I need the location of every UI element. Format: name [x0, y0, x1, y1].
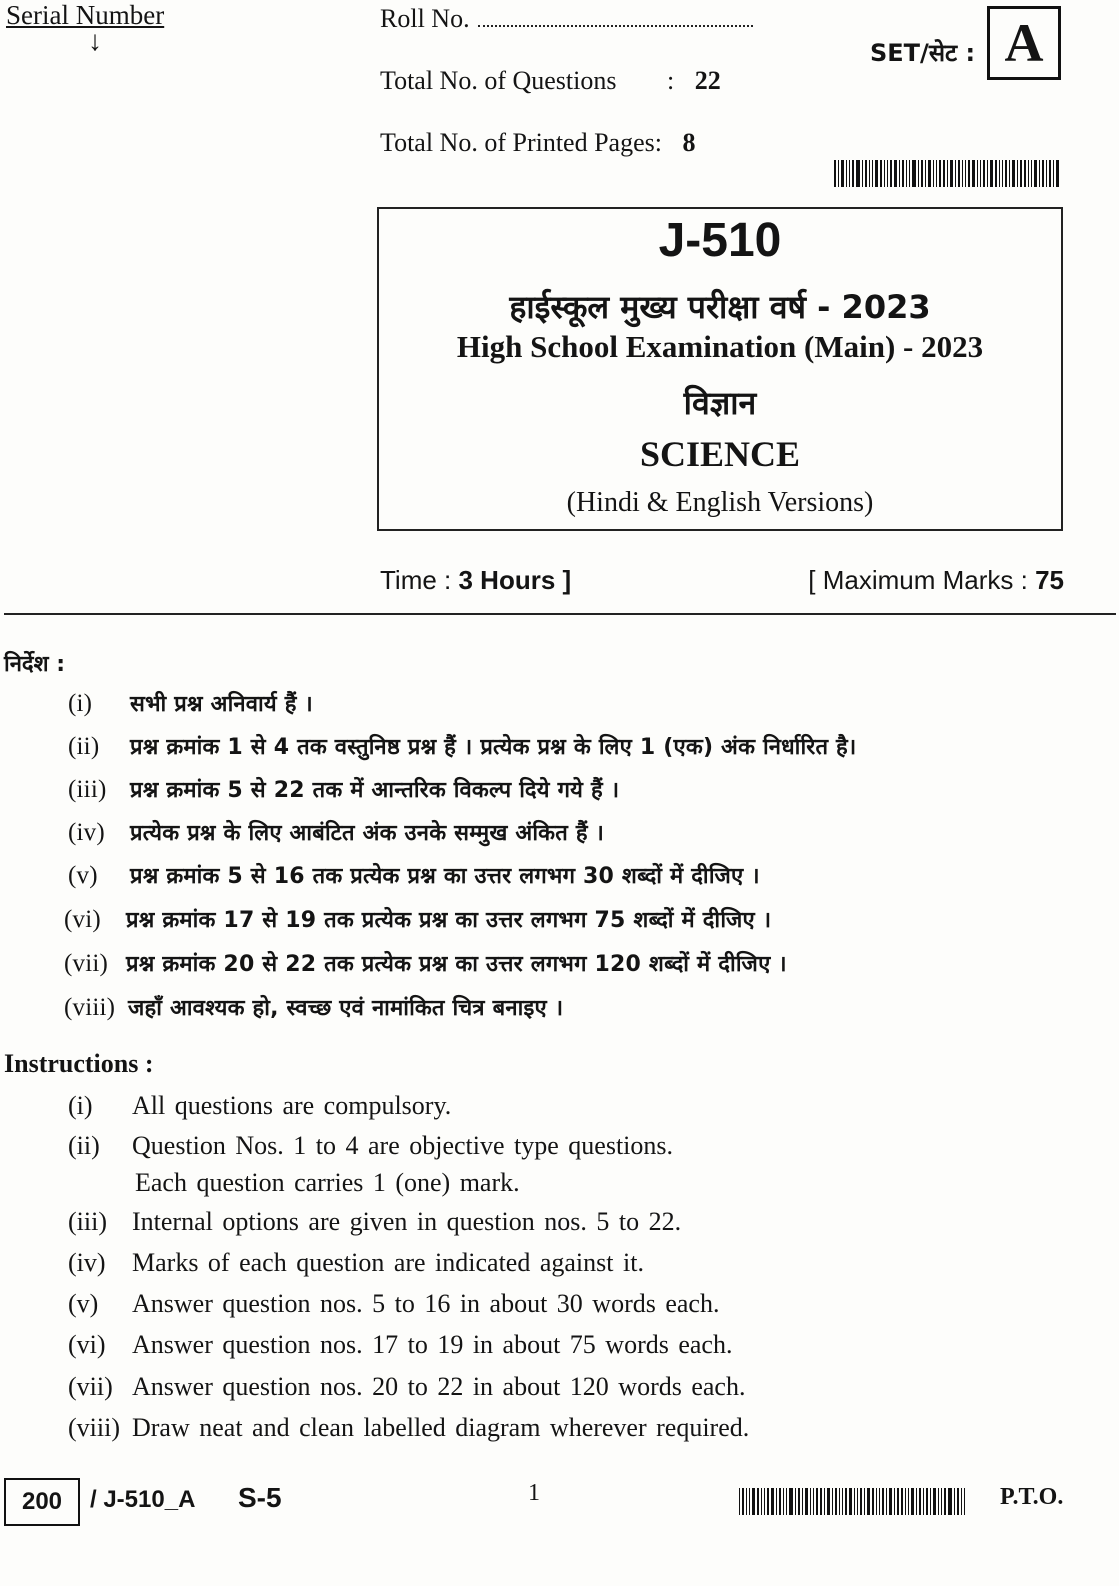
time-value: 3 Hours ]: [458, 565, 572, 595]
item-number: (viii): [64, 994, 116, 1021]
barcode-bar: [783, 1488, 784, 1515]
barcode-bar: [962, 160, 963, 187]
item-number: (ii): [68, 733, 100, 760]
barcode-bar: [886, 1488, 887, 1515]
english-instruction-item: [68, 1372, 745, 1402]
barcode-bar: [947, 160, 948, 187]
barcode-bar: [1024, 160, 1026, 187]
barcode-bar: [882, 1488, 884, 1515]
barcode-bar: [972, 160, 975, 187]
barcode-bar: [916, 1488, 917, 1515]
pto-label: P.T.O.: [1000, 1484, 1064, 1510]
barcode-bar: [810, 1488, 811, 1515]
item-text: प्रश्न क्रमांक 5 से 16 तक प्रत्येक प्रश्न का उत्तर लगभग 30 शब्दों में दीजिए ।: [130, 864, 760, 889]
barcode-bar: [933, 1488, 936, 1515]
barcode-bar: [764, 1488, 765, 1515]
english-instruction-item: [68, 1207, 681, 1237]
item-text: प्रश्न क्रमांक 5 से 22 तक में आन्तरिक विकल्प दिये गये हैं ।: [130, 778, 620, 803]
barcode-bar: [912, 160, 916, 187]
max-marks-value: 75: [1035, 565, 1064, 595]
item-text: प्रश्न क्रमांक 20 से 22 तक प्रत्येक प्रश्न का उत्तर लगभग 120 शब्दों में दीजिए ।: [126, 952, 787, 977]
barcode-bar: [798, 1488, 800, 1515]
subject-english: SCIENCE: [639, 434, 801, 474]
hindi-instruction-item: [64, 992, 563, 1022]
barcode-bar: [965, 160, 966, 187]
barcode-bar: [864, 1488, 865, 1515]
barcode-bar: [968, 160, 970, 187]
barcode-bar: [846, 160, 847, 187]
barcode-bar: [827, 1488, 830, 1515]
item-number: (i): [68, 1091, 93, 1120]
max-marks-label: [ Maximum Marks :: [808, 565, 1028, 595]
barcode-bar: [761, 1488, 762, 1515]
item-number: (v): [68, 1289, 99, 1318]
barcode-bar: [832, 1488, 833, 1515]
barcode-bar: [923, 1488, 924, 1515]
barcode-bar: [964, 1488, 965, 1515]
barcode-bar: [795, 1488, 796, 1515]
item-text: प्रश्न क्रमांक 17 से 19 तक प्रत्येक प्रश्न का उत्तर लगभग 75 शब्दों में दीजिए ।: [126, 908, 772, 933]
barcode-bar: [789, 1488, 793, 1515]
item-text: प्रत्येक प्रश्न के लिए आबंटित अंक उनके सम्मुख अंकित हैं ।: [130, 821, 605, 846]
hindi-instruction-item: [68, 860, 760, 890]
barcode-bar: [854, 1488, 855, 1515]
roll-number-line: [380, 4, 753, 34]
english-instruction-item: [68, 1289, 719, 1319]
english-instructions-heading: Instructions :: [4, 1049, 154, 1078]
barcode-bar: [941, 1488, 942, 1515]
barcode-bar: [816, 1488, 818, 1515]
barcode-bar: [752, 1488, 755, 1515]
barcode-bar: [990, 160, 993, 187]
hindi-instruction-item: [68, 774, 619, 804]
hindi-instruction-item: [68, 731, 856, 761]
max-marks-line: [808, 565, 1064, 596]
barcode-bar: [1005, 160, 1007, 187]
barcode-bar: [872, 1488, 874, 1515]
divider: [4, 613, 1116, 615]
exam-title-hindi: हाईस्कूल मुख्य परीक्षा वर्ष - 2023: [509, 288, 931, 326]
barcode-bar: [889, 1488, 892, 1515]
item-number: (iii): [68, 776, 107, 803]
hindi-instruction-item: [64, 948, 787, 978]
barcode-bar: [958, 160, 960, 187]
barcode-bar: [884, 160, 885, 187]
item-text: All questions are compulsory.: [132, 1091, 452, 1120]
barcode-bar: [860, 1488, 862, 1515]
barcode-bar: [776, 1488, 777, 1515]
english-instruction-item: [68, 1330, 732, 1360]
barcode-bar: [980, 160, 981, 187]
total-pages-line: [380, 128, 695, 158]
barcode-bar: [1034, 160, 1037, 187]
barcode-bar: [835, 1488, 837, 1515]
barcode-bar: [1042, 160, 1044, 187]
barcode-bar: [1002, 160, 1003, 187]
english-instruction-continuation: Each question carries 1 (one) mark.: [135, 1168, 520, 1197]
barcode-bar: [944, 1488, 946, 1515]
barcode-bar: [894, 1488, 895, 1515]
item-text: Internal options are given in question nos. 5 to 22.: [132, 1207, 682, 1236]
barcode-bar: [1020, 160, 1022, 187]
barcode-icon: [739, 1488, 971, 1515]
barcode-bar: [1028, 160, 1029, 187]
versions-note: (Hindi & English Versions): [566, 487, 874, 518]
barcode-bar: [1039, 160, 1040, 187]
barcode-bar: [999, 160, 1000, 187]
barcode-bar: [746, 1488, 747, 1515]
item-number: (iii): [68, 1207, 107, 1236]
barcode-bar: [890, 160, 892, 187]
barcode-bar: [872, 160, 873, 187]
barcode-bar: [921, 160, 923, 187]
barcode-bar: [955, 160, 956, 187]
item-text: जहाँ आवश्यक हो, स्वच्छ एवं नामांकित चित्र बनाइए ।: [128, 996, 564, 1021]
item-text: Answer question nos. 17 to 19 in about 75 words each.: [132, 1330, 733, 1359]
barcode-bar: [1009, 160, 1010, 187]
barcode-bar: [957, 1488, 959, 1515]
barcode-bar: [1012, 160, 1015, 187]
barcode-bar: [779, 1488, 781, 1515]
barcode-bar: [820, 1488, 822, 1515]
barcode-bar: [824, 1488, 825, 1515]
item-text: Question Nos. 1 to 4 are objective type questions.: [132, 1131, 674, 1160]
barcode-bar: [901, 1488, 903, 1515]
barcode-bar: [879, 1488, 880, 1515]
barcode-bar: [849, 1488, 852, 1515]
item-text: Answer question nos. 5 to 16 in about 30 words each.: [132, 1289, 720, 1318]
barcode-bar: [906, 160, 907, 187]
barcode-bar: [841, 160, 844, 187]
total-questions-value: 22: [694, 66, 721, 95]
barcode-bar: [911, 1488, 914, 1515]
barcode-bar: [1053, 160, 1054, 187]
barcode-bar: [867, 1488, 870, 1515]
total-pages-label: Total No. of Printed Pages:: [380, 128, 662, 157]
barcode-bar: [926, 1488, 928, 1515]
english-instruction-item: [68, 1413, 749, 1443]
footer-series: S-5: [238, 1482, 282, 1513]
time-line: [380, 565, 571, 596]
roll-number-label: Roll No.: [380, 4, 470, 33]
item-number: (vii): [68, 1372, 113, 1401]
set-value-box: A: [987, 6, 1061, 80]
barcode-icon: [834, 160, 1064, 187]
barcode-bar: [880, 160, 882, 187]
barcode-bar: [938, 1488, 939, 1515]
barcode-bar: [905, 1488, 906, 1515]
barcode-bar: [857, 1488, 858, 1515]
barcode-bar: [987, 160, 988, 187]
down-arrow-icon: ↓: [88, 26, 102, 57]
set-label: SET/सेट :: [870, 39, 976, 67]
footer-paper-code: / J-510_A: [90, 1486, 196, 1513]
barcode-bar: [930, 1488, 931, 1515]
english-instruction-item: [68, 1131, 673, 1161]
barcode-bar: [862, 160, 863, 187]
item-number: (viii): [68, 1413, 120, 1442]
barcode-bar: [908, 1488, 909, 1515]
barcode-bar: [876, 1488, 877, 1515]
barcode-bar: [856, 160, 860, 187]
barcode-bar: [894, 160, 897, 187]
item-text: सभी प्रश्न अनिवार्य हैं ।: [130, 692, 313, 717]
barcode-bar: [1049, 160, 1051, 187]
barcode-bar: [845, 1488, 847, 1515]
item-number: (iv): [68, 819, 105, 846]
barcode-bar: [875, 160, 878, 187]
barcode-bar: [995, 160, 997, 187]
barcode-bar: [909, 160, 910, 187]
barcode-bar: [805, 1488, 808, 1515]
item-number: (ii): [68, 1131, 100, 1160]
total-questions-label: Total No. of Questions: [380, 66, 617, 95]
title-box: [377, 207, 1063, 531]
item-text: Draw neat and clean labelled diagram wherever required.: [132, 1413, 750, 1442]
barcode-bar: [739, 1488, 740, 1515]
barcode-bar: [865, 160, 867, 187]
english-instruction-item: [68, 1248, 644, 1278]
item-number: (iv): [68, 1248, 106, 1277]
item-number: (v): [68, 862, 98, 889]
serial-number-label: Serial Number: [6, 0, 165, 30]
paper-code: J-510: [658, 214, 782, 267]
item-text: Marks of each question are indicated against it.: [132, 1248, 644, 1277]
barcode-bar: [869, 160, 870, 187]
barcode-bar: [977, 160, 978, 187]
barcode-bar: [1031, 160, 1032, 187]
barcode-bar: [842, 1488, 843, 1515]
barcode-bar: [1056, 160, 1059, 187]
item-number: (vi): [68, 1330, 106, 1359]
barcode-bar: [757, 1488, 759, 1515]
barcode-bar: [950, 160, 953, 187]
exam-title-english: High School Examination (Main) - 2023: [456, 329, 984, 364]
barcode-bar: [933, 160, 934, 187]
barcode-bar: [897, 1488, 899, 1515]
barcode-bar: [948, 1488, 952, 1515]
barcode-bar: [928, 160, 931, 187]
barcode-bar: [813, 1488, 814, 1515]
barcode-bar: [902, 160, 904, 187]
total-pages-value: 8: [682, 128, 696, 157]
total-questions-line: [380, 66, 721, 96]
barcode-bar: [1046, 160, 1047, 187]
barcode-bar: [919, 1488, 921, 1515]
subject-hindi: विज्ञान: [683, 384, 757, 422]
barcode-bar: [834, 160, 836, 187]
barcode-bar: [802, 1488, 803, 1515]
barcode-bar: [838, 160, 839, 187]
total-questions-sep: :: [667, 66, 675, 95]
page-number: 1: [528, 1480, 540, 1506]
english-instruction-item: [68, 1091, 451, 1121]
barcode-bar: [742, 1488, 744, 1515]
barcode-bar: [939, 160, 941, 187]
barcode-bar: [786, 1488, 787, 1515]
barcode-bar: [887, 160, 888, 187]
barcode-bar: [961, 1488, 962, 1515]
barcode-bar: [918, 160, 919, 187]
item-text: प्रश्न क्रमांक 1 से 4 तक वस्तुनिष्ठ प्रश्न हैं । प्रत्येक प्रश्न के लिए 1 (एक) अंक निर्धारित है।: [130, 735, 857, 760]
barcode-bar: [943, 160, 945, 187]
barcode-bar: [849, 160, 850, 187]
item-number: (i): [68, 690, 93, 717]
barcode-bar: [767, 1488, 769, 1515]
hindi-instruction-item: [68, 688, 313, 718]
barcode-bar: [954, 1488, 955, 1515]
hindi-instruction-item: [68, 817, 604, 847]
barcode-bar: [1017, 160, 1018, 187]
item-number: (vi): [64, 906, 101, 933]
footer-number-box: 200: [4, 1478, 80, 1526]
item-number: (vii): [64, 950, 109, 977]
hindi-instructions-heading: निर्देश :: [4, 652, 66, 677]
barcode-bar: [925, 160, 926, 187]
barcode-bar: [983, 160, 985, 187]
barcode-bar: [936, 160, 937, 187]
hindi-instruction-item: [64, 904, 771, 934]
time-label: Time :: [380, 565, 452, 595]
item-text: Answer question nos. 20 to 22 in about 120 words each.: [132, 1372, 746, 1401]
barcode-bar: [771, 1488, 774, 1515]
roll-number-field: [478, 7, 753, 27]
barcode-bar: [749, 1488, 750, 1515]
barcode-bar: [839, 1488, 840, 1515]
barcode-bar: [899, 160, 900, 187]
barcode-bar: [852, 160, 854, 187]
